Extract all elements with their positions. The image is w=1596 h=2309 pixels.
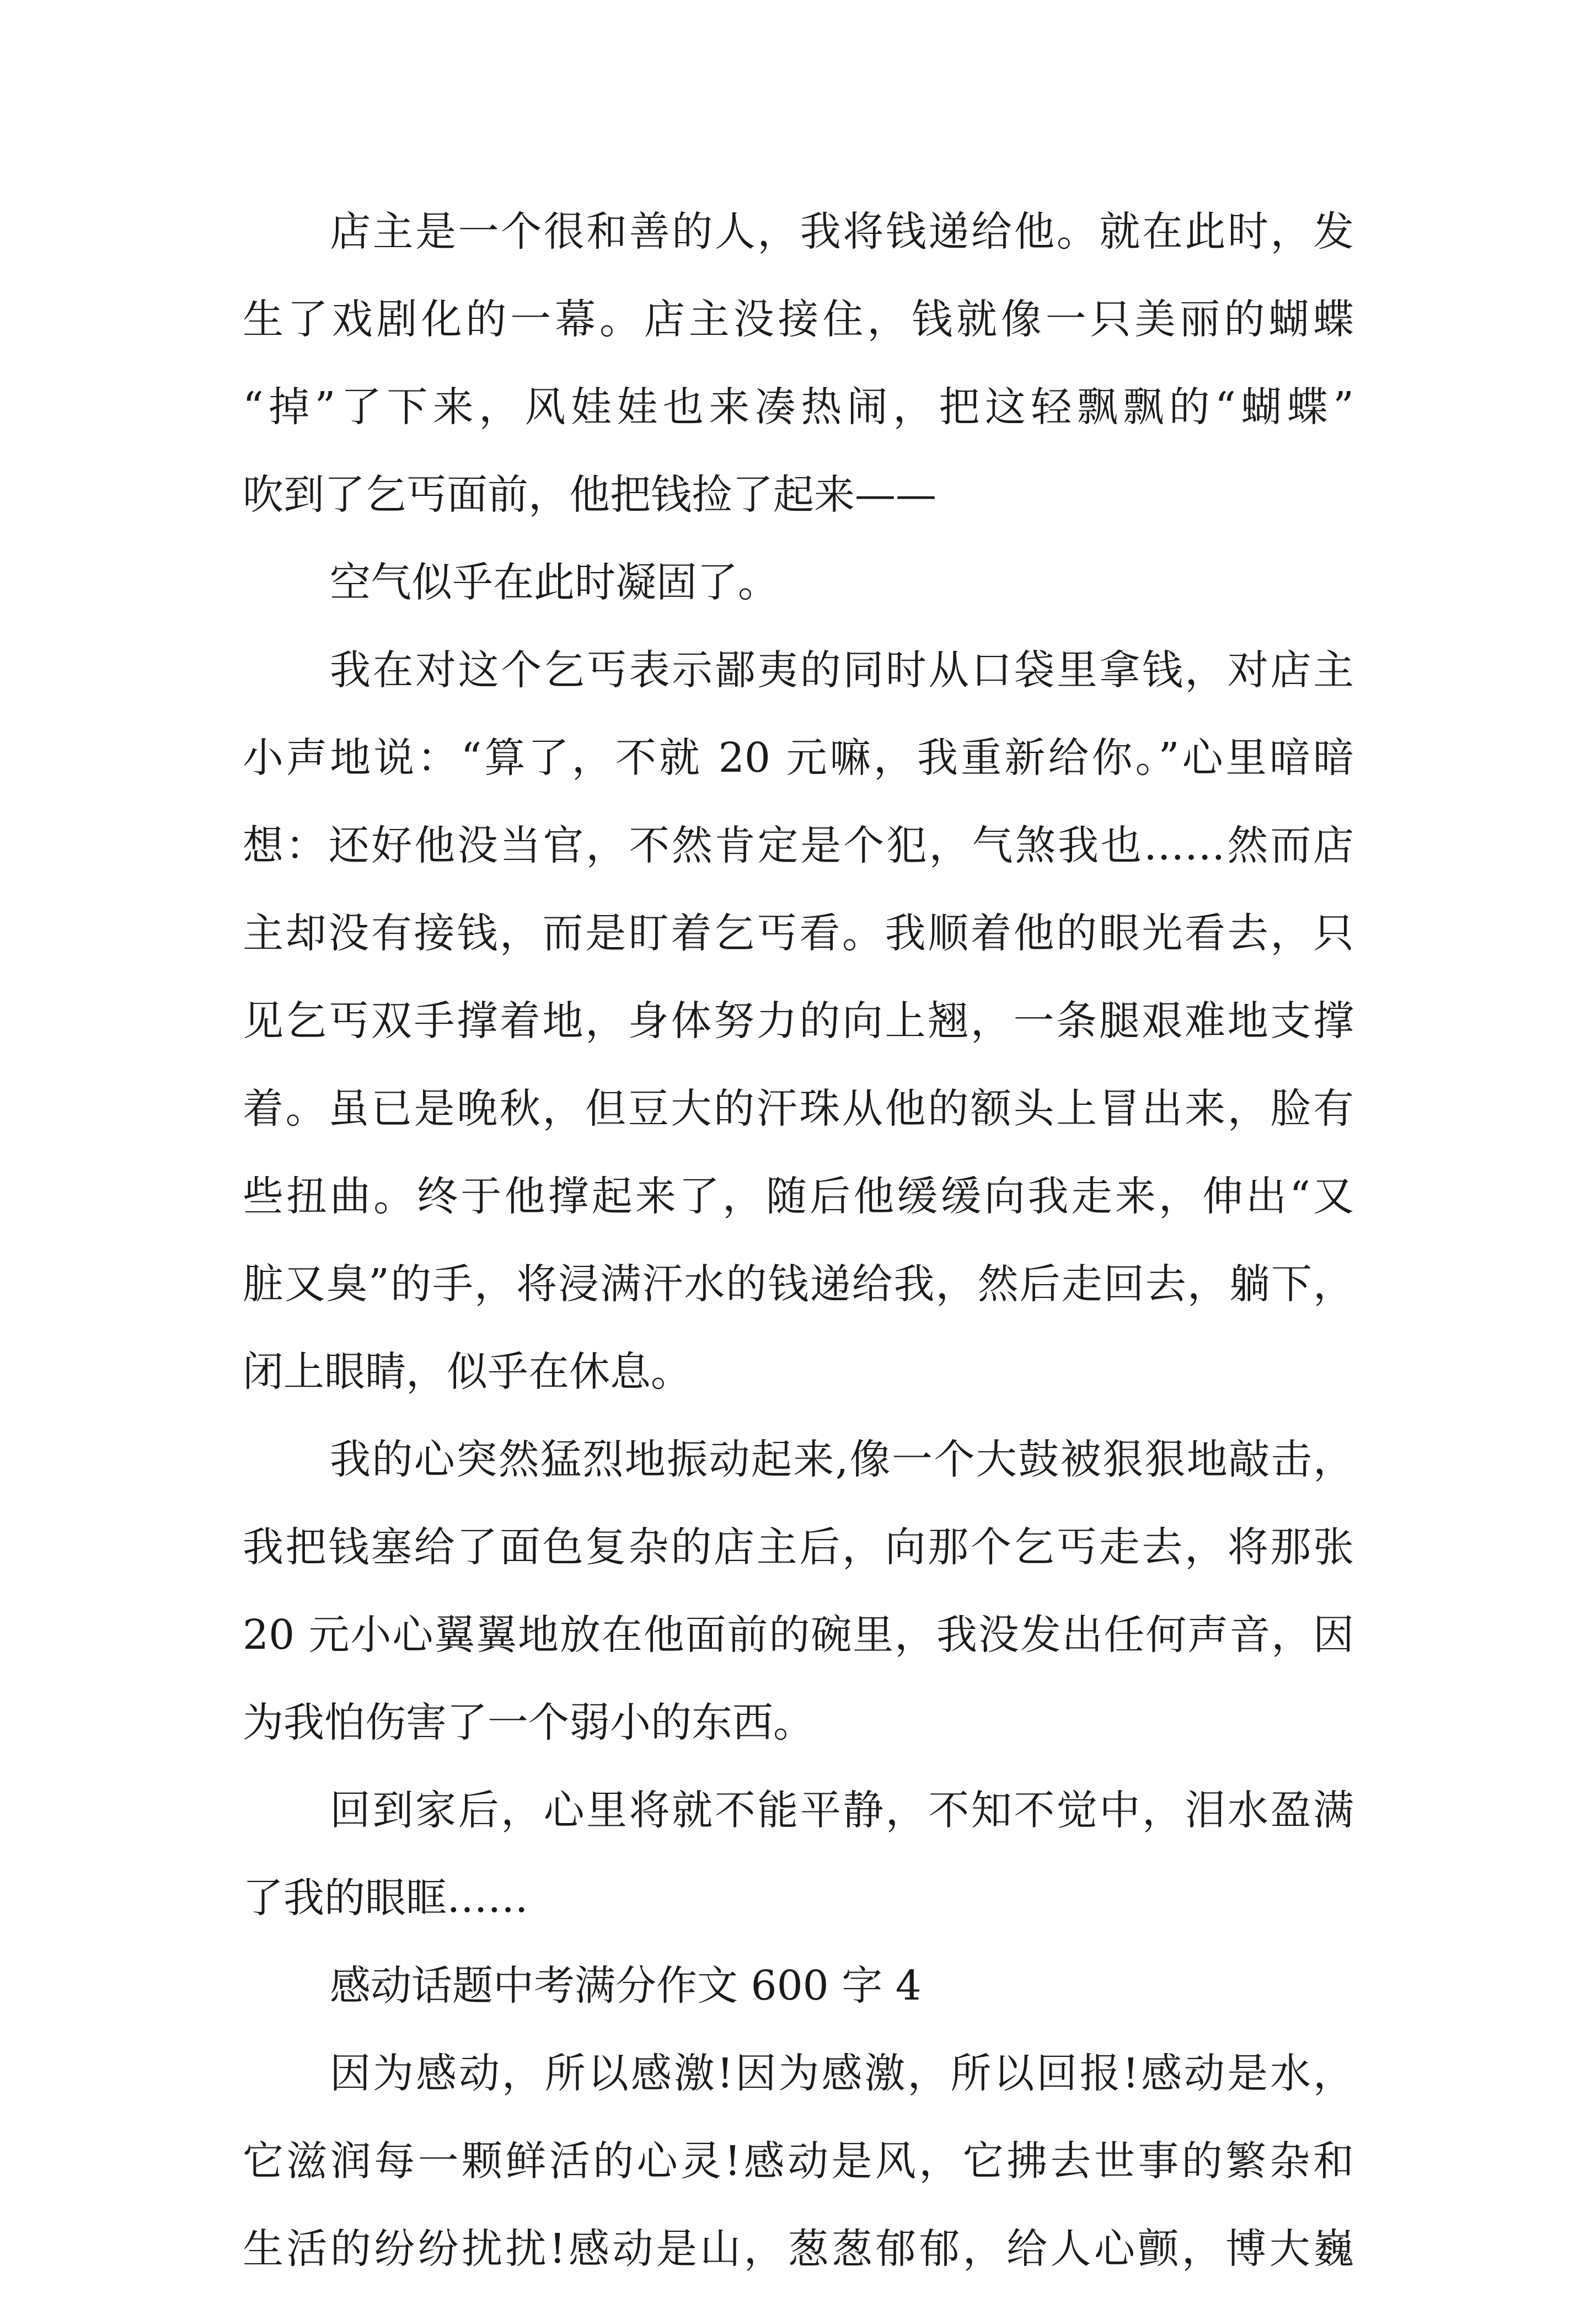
- text-line: 闭上眼睛，似乎在休息。: [243, 1348, 692, 1396]
- text-line: 主却没有接钱，而是盯着乞丐看。我顺着他的眼光看去，只: [243, 910, 1354, 957]
- text-line: 生了戏剧化的一幕。店主没接住，钱就像一只美丽的蝴蝶: [243, 296, 1354, 343]
- section-heading: 感动话题中考满分作文 600 字 4: [330, 1962, 922, 2009]
- text-line: 空气似乎在此时凝固了。: [330, 559, 779, 606]
- text-line: 想：还好他没当官，不然肯定是个犯，气煞我也……然而店: [243, 822, 1354, 869]
- text-line: 小声地说：“算了，不就 20 元嘛，我重新给你。”心里暗暗: [243, 734, 1354, 782]
- text-line: 我的心突然猛烈地振动起来,像一个大鼓被狠狠地敲击，: [330, 1436, 1354, 1483]
- text-line: 吹到了乞丐面前，他把钱捡了起来——: [243, 471, 936, 519]
- text-line: “掉”了下来，风娃娃也来凑热闹，把这轻飘飘的“蝴蝶”: [243, 383, 1354, 431]
- text-line: 些扭曲。终于他撑起来了，随后他缓缓向我走来，伸出“又: [243, 1173, 1354, 1220]
- document-body: [243, 204, 1354, 2309]
- text-line: 着。虽已是晚秋，但豆大的汗珠从他的额头上冒出来，脸有: [243, 1085, 1354, 1132]
- text-line: 我把钱塞给了面色复杂的店主后，向那个乞丐走去，将那张: [243, 1524, 1354, 1571]
- text-line: 回到家后，心里将就不能平静，不知不觉中，泪水盈满: [330, 1787, 1354, 1834]
- text-line: 我在对这个乞丐表示鄙夷的同时从口袋里拿钱，对店主: [330, 646, 1354, 694]
- text-line: 店主是一个很和善的人，我将钱递给他。就在此时，发: [330, 208, 1354, 255]
- text-line: 了我的眼眶……: [243, 1874, 528, 1922]
- text-line: 20 元小心翼翼地放在他面前的碗里，我没发出任何声音，因: [243, 1611, 1354, 1659]
- text-line: 脏又臭”的手，将浸满汗水的钱递给我，然后走回去，躺下，: [243, 1260, 1354, 1308]
- text-line: 见乞丐双手撑着地，身体努力的向上翘，一条腿艰难地支撑: [243, 997, 1354, 1045]
- text-line: 生活的纷纷扰扰!感动是山，葱葱郁郁，给人心颤，博大巍: [243, 2225, 1354, 2273]
- text-line: 为我怕伤害了一个弱小的东西。: [243, 1699, 814, 1746]
- text-line: 因为感动，所以感激!因为感激，所以回报!感动是水，: [330, 2050, 1354, 2097]
- text-line: 它滋润每一颗鲜活的心灵!感动是风，它拂去世事的繁杂和: [243, 2137, 1354, 2185]
